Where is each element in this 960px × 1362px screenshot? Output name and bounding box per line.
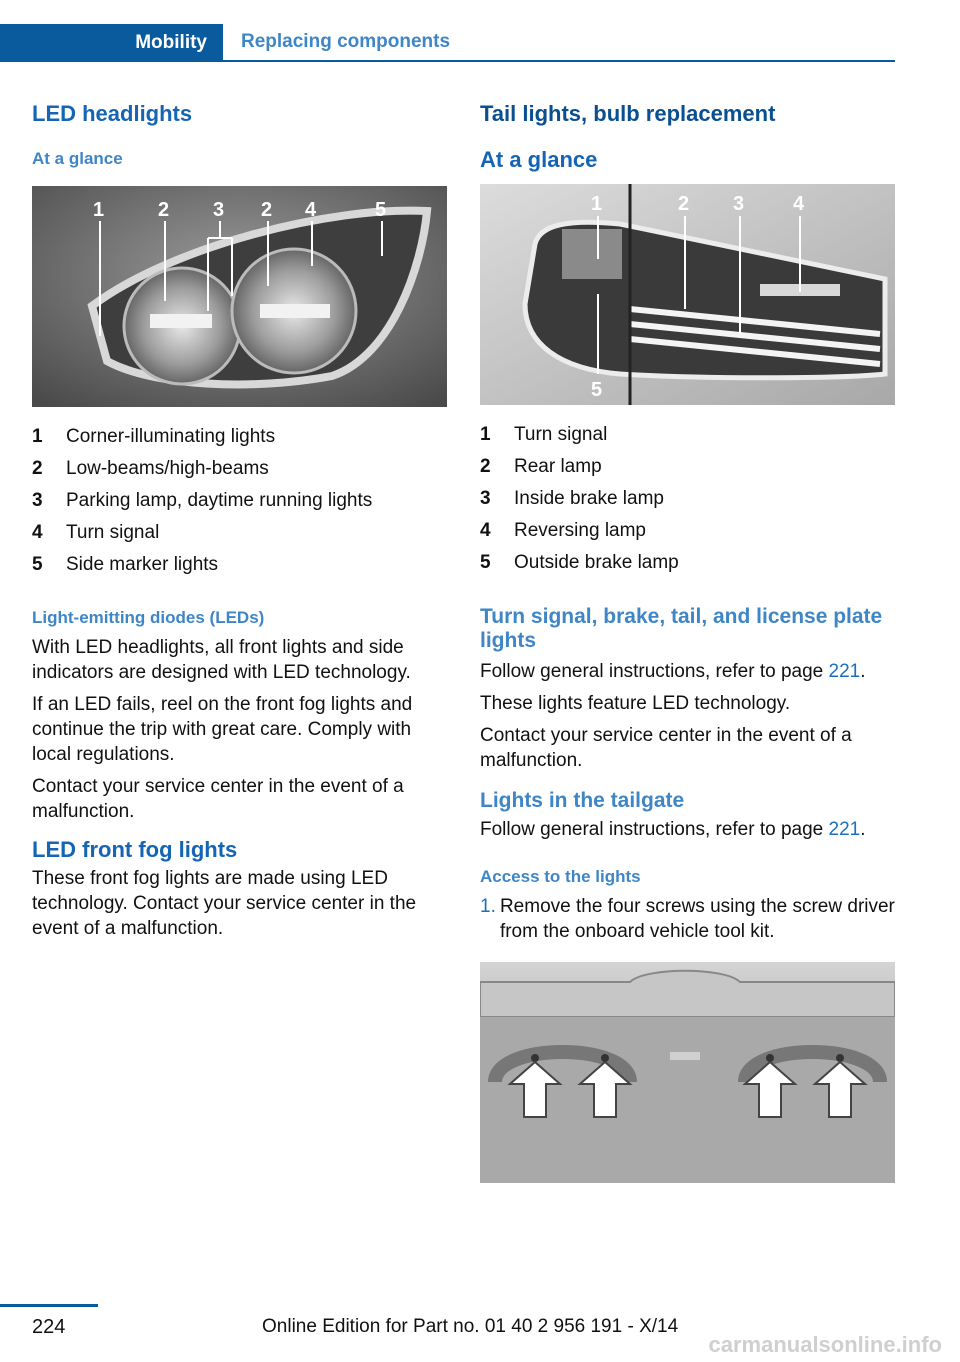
tail-callout: 4: [793, 193, 805, 215]
turn-signal-paragraph-3: Contact your service center in the event of a malfunction.: [480, 725, 852, 771]
list-item: 1. Remove the four screws using the screw driver from the onboard vehicle tool kit.: [480, 896, 895, 942]
tail-light-legend: [480, 419, 896, 579]
turn-signal-paragraph-2: These lights feature LED technology.: [480, 693, 791, 714]
headlight-figure: [32, 186, 447, 407]
page-221-link[interactable]: 221: [828, 661, 861, 682]
list-item: 5 Side marker lights: [32, 554, 219, 575]
headlight-callout: 5: [375, 199, 387, 221]
tail-light-figure: [480, 184, 895, 405]
tail-callout: 5: [591, 379, 603, 401]
list-item: 5 Outside brake lamp: [480, 552, 679, 573]
edition-note: Online Edition for Part no. 01 40 2 956 191 - X/14: [262, 1316, 679, 1337]
fog-lights-paragraph: These front fog lights are made using LED technology. Contact your service center in the event of a malfunction.: [32, 868, 417, 939]
page-number: 224: [32, 1316, 66, 1338]
list-item: 1 Turn signal: [480, 424, 608, 445]
fog-lights-heading: LED front fog lights: [32, 837, 238, 862]
section-tab-mobility[interactable]: Mobility: [0, 24, 223, 62]
list-item: 2 Low-beams/high-beams: [32, 458, 269, 479]
leds-paragraph-1: With LED headlights, all front lights and side indicators are designed with LED technology.: [32, 637, 411, 683]
tail-callout: 1: [591, 193, 603, 215]
footer-divider: [0, 1304, 98, 1307]
turn-signal-paragraph-1: Follow general instructions, refer to page 221.: [480, 661, 866, 682]
led-headlights-title: LED headlights: [32, 101, 193, 126]
tail-lights-title: Tail lights, bulb replacement: [480, 101, 776, 126]
headlight-callout: 4: [305, 199, 317, 221]
tail-light-illustration: [480, 184, 895, 405]
page-221-link[interactable]: 221: [828, 819, 861, 840]
watermark: carmanualsonline.info: [708, 1332, 942, 1357]
list-item: 3 Parking lamp, daytime running lights: [32, 490, 373, 511]
list-item: 1 Corner-illuminating lights: [32, 426, 276, 447]
left-column: [32, 100, 448, 941]
tail-callout: 2: [678, 193, 690, 215]
tail-callout: 3: [733, 193, 745, 215]
header-divider: [0, 60, 895, 62]
headlight-callout: 1: [93, 199, 105, 221]
headlight-callout: 2: [261, 199, 273, 221]
headlight-illustration: [32, 186, 447, 407]
headlight-callout: 2: [158, 199, 170, 221]
list-item: 3 Inside brake lamp: [480, 488, 664, 509]
access-steps: [480, 894, 896, 944]
headlight-legend: [32, 421, 448, 581]
access-heading: Access to the lights: [480, 867, 641, 886]
headlight-callout: 3: [213, 199, 225, 221]
list-item: 4 Turn signal: [32, 522, 160, 543]
turn-signal-heading: Turn signal, brake, tail, and license plate lights: [480, 605, 883, 652]
tailgate-heading: Lights in the tailgate: [480, 789, 685, 812]
tailgate-figure: [480, 962, 895, 1183]
tailgate-illustration: [480, 962, 895, 1183]
leds-heading: Light-emitting diodes (LEDs): [32, 608, 265, 627]
list-item: 4 Reversing lamp: [480, 520, 646, 541]
right-column: [480, 100, 896, 1183]
section-tab-replacing-components[interactable]: Replacing components: [241, 31, 451, 52]
leds-paragraph-2: If an LED fails, reel on the front fog lights and continue the trip with great care. Comply with local regulations.: [32, 694, 413, 765]
tail-at-a-glance: At a glance: [480, 147, 598, 172]
page-header: [0, 24, 895, 62]
leds-paragraph-3: Contact your service center in the event of a malfunction.: [32, 776, 404, 822]
headlights-at-a-glance: At a glance: [32, 149, 123, 168]
list-item: 2 Rear lamp: [480, 456, 602, 477]
tailgate-paragraph: Follow general instructions, refer to page 221.: [480, 819, 866, 840]
